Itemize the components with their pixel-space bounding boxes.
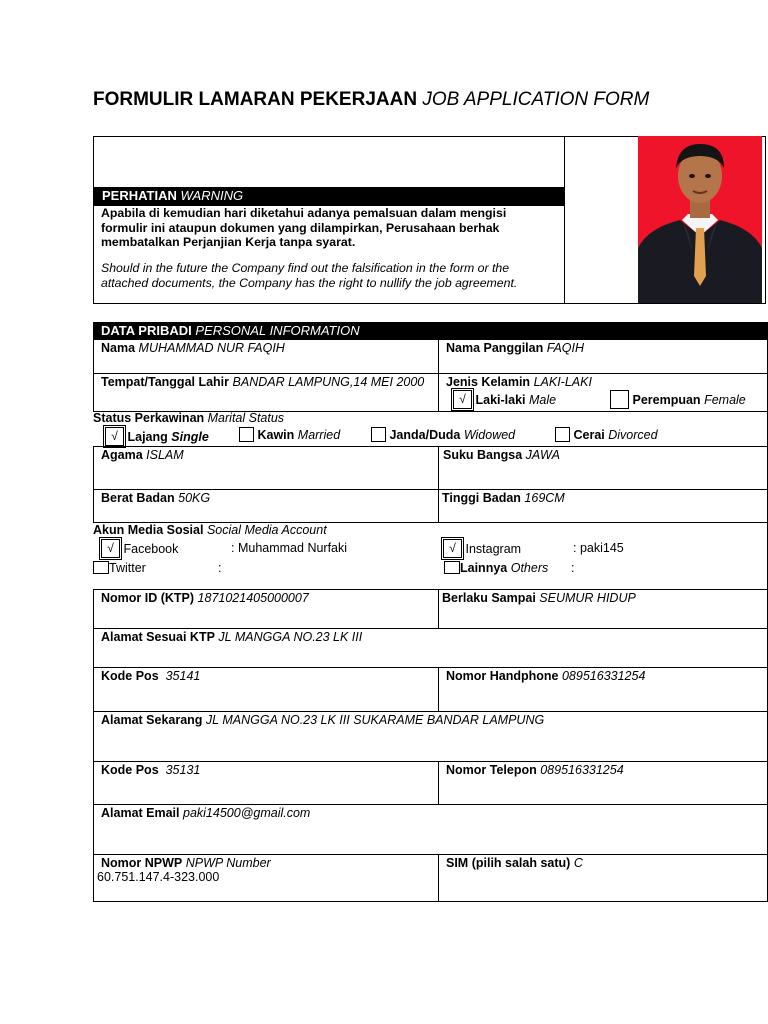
others-checkbox[interactable] [444,561,460,574]
field-ttl-value: BANDAR LAMPUNG,14 MEI 2000 [232,375,425,389]
field-suku-bangsa[interactable]: Suku Bangsa JAWA [438,446,768,490]
field-nomor-npwp-value: 60.751.147.4-323.000 [97,870,220,884]
social-others-row[interactable]: Lainnya Others [444,561,548,576]
field-kode-pos-sekarang-value: 35131 [165,763,201,777]
form-title [93,88,653,112]
social-facebook-row[interactable]: √ Facebook [101,540,178,559]
social-media-label: Akun Media Sosial Social Media Account [93,523,327,537]
warning-text-en: Should in the future the Company find out the falsification in the form or the attached documents, the Company has the right to nullify the job agreement. [101,261,518,290]
field-alamat-ktp[interactable]: Alamat Sesuai KTP JL MANGGA NO.23 LK III [93,628,768,668]
field-sim[interactable]: SIM (pilih salah satu) C [438,854,768,902]
warning-text-id: Apabila di kemudian hari diketahui adanya pemalsuan dalam mengisi formulir ini ataupun dokumen yang dilampirkan, Perusahaan berhak membatalkan Perjanjian Kerja tanpa syarat. [101,206,507,249]
gender-male-checkbox[interactable]: √ [453,390,472,409]
marital-single-option[interactable]: √ Lajang Single [105,428,209,447]
warning-header-en: WARNING [180,188,244,203]
field-nama-panggilan-value: FAQIH [546,341,585,355]
field-berlaku-sampai-value: SEUMUR HIDUP [539,591,636,605]
warning-header [94,187,564,206]
field-nomor-telepon-value: 089516331254 [540,763,624,777]
field-tinggi-badan[interactable]: Tinggi Badan 169CM [438,489,768,523]
field-suku-bangsa-value: JAWA [525,448,560,462]
field-agama[interactable]: Agama ISLAM [93,446,439,490]
field-berat-badan-value: 50KG [178,491,211,505]
form-title-id: FORMULIR LAMARAN PEKERJAAN [93,89,418,110]
field-sim-value: C [573,856,583,870]
marital-status-label: Status Perkawinan Marital Status [93,411,285,425]
personal-header [93,322,768,340]
field-tinggi-badan-value: 169CM [524,491,565,505]
marital-single-checkbox[interactable]: √ [105,427,124,446]
field-nomor-handphone[interactable]: Nomor Handphone 089516331254 [438,667,768,712]
warning-divider [564,136,565,304]
field-jenis-kelamin-value: LAKI-LAKI [533,375,592,389]
field-nama-value: MUHAMMAD NUR FAQIH [138,341,285,355]
field-kode-pos-sekarang[interactable]: Kode Pos 35131 [93,761,439,805]
form-title-en: JOB APPLICATION FORM [422,89,650,110]
instagram-value: : paki145 [573,541,624,555]
marital-divorced-checkbox[interactable] [555,427,570,442]
field-alamat-email-value: paki14500@gmail.com [183,806,311,820]
social-twitter-row[interactable]: Twitter [93,561,146,576]
marital-widowed-checkbox[interactable] [371,427,386,442]
warning-header-id: PERHATIAN [102,188,177,203]
field-alamat-sekarang[interactable]: Alamat Sekarang JL MANGGA NO.23 LK III SUKARAME BANDAR LAMPUNG [93,711,768,762]
field-alamat-email[interactable]: Alamat Email paki14500@gmail.com [93,804,768,855]
field-alamat-sekarang-value: JL MANGGA NO.23 LK III SUKARAME BANDAR LAMPUNG [205,713,545,727]
instagram-checkbox[interactable]: √ [443,539,462,558]
field-kode-pos-ktp[interactable]: Kode Pos 35141 [93,667,439,712]
others-value: : [571,561,575,575]
marital-married-checkbox[interactable] [239,427,254,442]
marital-married-option[interactable]: Kawin Married [239,428,340,443]
field-berlaku-sampai[interactable]: Berlaku Sampai SEUMUR HIDUP [438,589,768,629]
personal-header-en: PERSONAL INFORMATION [195,323,360,338]
field-tempat-tanggal-lahir[interactable]: Tempat/Tanggal Lahir BANDAR LAMPUNG,14 MEI 2000 [93,373,439,412]
field-alamat-ktp-value: JL MANGGA NO.23 LK III [218,630,363,644]
applicant-photo-image [638,136,762,303]
twitter-checkbox[interactable] [93,561,109,574]
marital-divorced-option[interactable]: Cerai Divorced [555,428,658,443]
field-nomor-handphone-value: 089516331254 [561,669,646,683]
gender-female-checkbox[interactable] [610,390,629,409]
field-nomor-npwp[interactable]: Nomor NPWP NPWP Number [93,854,439,902]
field-berat-badan[interactable]: Berat Badan 50KG [93,489,439,523]
personal-header-id: DATA PRIBADI [101,323,192,338]
field-agama-value: ISLAM [146,448,184,462]
field-kode-pos-ktp-value: 35141 [165,669,201,683]
gender-male-option[interactable]: √ Laki-laki Male [453,391,556,410]
social-instagram-row[interactable]: √ Instagram [443,540,521,559]
applicant-photo [638,136,762,303]
marital-widowed-option[interactable]: Janda/Duda Widowed [371,428,515,443]
field-nomor-ktp[interactable]: Nomor ID (KTP) 1871021405000007 [93,589,439,629]
twitter-value: : [218,561,222,575]
field-nomor-telepon[interactable]: Nomor Telepon 089516331254 [438,761,768,805]
facebook-value: : Muhammad Nurfaki [231,541,348,555]
gender-female-option[interactable]: Perempuan Female [610,391,746,410]
field-nomor-ktp-value: 1871021405000007 [197,591,309,605]
field-jenis-kelamin[interactable]: Jenis Kelamin LAKI-LAKI [438,373,768,412]
field-nama[interactable]: Nama MUHAMMAD NUR FAQIH [93,339,439,374]
field-nama-panggilan[interactable]: Nama Panggilan FAQIH [438,339,768,374]
facebook-checkbox[interactable]: √ [101,539,120,558]
